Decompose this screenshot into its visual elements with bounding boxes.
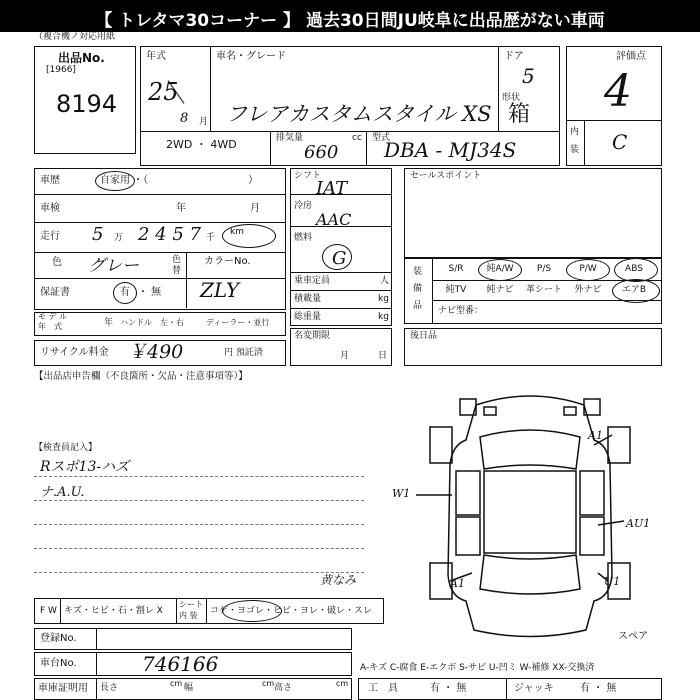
interior-label-2: 装 xyxy=(570,145,580,155)
dim-length: 長さ xyxy=(100,683,119,693)
inspector-line-2: ナ.A.U. xyxy=(40,485,85,500)
stain-note: 黄なみ xyxy=(320,573,357,587)
warranty-no: ・ 無 xyxy=(138,287,162,298)
shape-label: 形状 xyxy=(502,93,521,103)
equip-leather: 革シート xyxy=(525,285,562,295)
dealer-label: ディーラー・並行 xyxy=(206,318,270,327)
later-items-label: 後日品 xyxy=(410,331,438,341)
fuel-value: G xyxy=(332,248,347,269)
equipment-label-3: 品 xyxy=(413,301,423,311)
dim-height: 高さ xyxy=(274,683,293,693)
header-subtitle: （複合機ノ対応用紙 xyxy=(34,32,116,42)
cooling-value: AAC xyxy=(316,210,352,229)
lot-number: 8194 xyxy=(56,90,118,118)
km-circle xyxy=(222,224,276,248)
fuel-label: 燃料 xyxy=(294,233,313,243)
equip-pure-aw: 純A/W xyxy=(486,264,514,274)
equipment-label-2: 備 xyxy=(413,284,423,294)
fuel-circle xyxy=(322,244,352,270)
header-title: 【 トレタマ30コーナー 】 過去30日間JU岐阜に出品歴がない車両 xyxy=(95,11,605,31)
car-name-value: フレアカスタムスタイル XS xyxy=(226,102,492,126)
gross-label: 総重量 xyxy=(294,312,322,322)
car-history-label: 車歴 xyxy=(40,175,60,186)
reg-box xyxy=(34,628,352,650)
equip-sr: S/R xyxy=(448,264,464,274)
jack-label: ジャッキ xyxy=(514,683,554,694)
dim-width-cm: cm xyxy=(262,679,275,688)
mileage-man-unit: 万 xyxy=(114,233,124,243)
interior-label-1: 内 xyxy=(570,127,580,137)
spare-label: スペア xyxy=(618,631,648,642)
month-value: 8 xyxy=(180,111,189,126)
recycle-unit: 円 預託済 xyxy=(224,348,263,358)
capacity-label: 乗車定員 xyxy=(294,276,331,286)
inspector-line-1: Rスポ13-ハズ xyxy=(40,459,130,475)
seat-text: コゲ・ヨゴレ・ヒビ・ヨレ・破レ・スレ xyxy=(210,606,373,616)
private-use-circle xyxy=(95,171,135,191)
grade-score: 4 xyxy=(604,66,632,117)
sales-point-box xyxy=(404,168,662,258)
mileage-km-unit: km xyxy=(230,227,244,237)
name-label: 車名・グレード xyxy=(216,51,286,62)
car-diagram xyxy=(380,385,700,643)
interior-value: C xyxy=(612,130,628,154)
warranty-label: 保証書 xyxy=(40,287,70,298)
tools-label: 工 具 xyxy=(368,683,398,694)
door-value: 5 xyxy=(522,64,535,88)
fw-text: キズ・ヒビ・石・割レ X xyxy=(64,606,163,616)
damage-au1-label: AU1 xyxy=(626,517,651,530)
lot-year-code: [1966] xyxy=(46,65,76,75)
drive-label: 2WD ・ 4WD xyxy=(166,138,237,151)
name-change-month: 月 xyxy=(340,351,350,361)
airbag-circle xyxy=(612,279,660,303)
mileage-rest: 2 4 5 7 xyxy=(138,224,201,245)
shape-value: 箱 xyxy=(508,102,531,127)
recycle-value: ￥490 xyxy=(128,341,184,363)
dim-width: 幅 xyxy=(184,683,194,693)
mileage-label: 走行 xyxy=(40,231,60,242)
seat-stain-circle xyxy=(222,600,282,622)
seat-label-2: 内 装 xyxy=(179,611,198,620)
cc-unit: cc xyxy=(352,133,362,143)
model-label: 型式 xyxy=(372,133,391,143)
capacity-unit: 人 xyxy=(380,276,390,286)
equip-pw: P/W xyxy=(579,264,597,274)
seller-notes-label: 【出品店申告欄（不良箇所・欠品・注意事項等）】 xyxy=(34,371,248,382)
year-value: 25 xyxy=(148,78,179,106)
name-change-label: 名変期限 xyxy=(294,331,331,341)
warranty-circle xyxy=(113,282,137,304)
mileage-thousand-unit: 千 xyxy=(206,233,216,243)
grade-label: 評価点 xyxy=(616,51,646,62)
color-change-2: 替 xyxy=(172,266,182,276)
color-no-value: ZLY xyxy=(200,278,240,302)
handle-label: ハンドル 左・右 xyxy=(120,318,184,327)
color-label: 色 xyxy=(52,257,62,268)
model-year-year: 年 xyxy=(104,318,114,328)
seat-label-1: シート xyxy=(179,600,203,609)
inspection-year: 年 xyxy=(176,203,186,214)
damage-a1-rear-label: A1 xyxy=(450,577,465,590)
load-label: 積載量 xyxy=(294,294,322,304)
sales-point-label: セールスポイント xyxy=(410,171,482,181)
pw-circle xyxy=(566,259,610,281)
model-year-label-2: 年 式 xyxy=(38,322,62,331)
shift-value: IAT xyxy=(316,178,348,199)
garage-cert-label: 車庫証明用 xyxy=(38,683,88,694)
color-no-label: カラーNo. xyxy=(204,256,251,267)
cooling-label: 冷房 xyxy=(294,201,313,211)
door-label: ドア xyxy=(504,51,524,62)
chassis-no-value: 746166 xyxy=(142,652,219,676)
damage-w1-label: W1 xyxy=(392,487,411,500)
damage-u1-label: U1 xyxy=(604,575,621,588)
inspection-month: 月 xyxy=(250,203,260,214)
mileage-man: 5 xyxy=(92,224,104,245)
warranty-yes: 有 xyxy=(120,287,130,298)
inspection-label: 車検 xyxy=(40,203,60,214)
load-unit: kg xyxy=(378,294,389,304)
model-value: DBA - MJ34S xyxy=(384,138,517,162)
later-items-box xyxy=(404,328,662,366)
equip-airbag: エアB xyxy=(621,285,647,295)
dim-height-cm: cm xyxy=(336,679,349,688)
displacement-label: 排気量 xyxy=(276,133,304,143)
navi-model-label: ナビ型番： xyxy=(438,306,484,316)
lot-label: 出品No. xyxy=(58,51,105,65)
dim-length-cm: cm xyxy=(170,679,183,688)
equipment-label-1: 装 xyxy=(413,267,423,277)
pure-aw-circle xyxy=(478,259,522,281)
equip-pure-navi: 純ナビ xyxy=(486,285,514,295)
jack-value: 有 ・ 無 xyxy=(580,683,617,694)
tools-box xyxy=(358,678,662,700)
damage-legend: A-キズ C-腐食 E-エクボ S-サビ U-凹ミ W-補修 XX-交換済 xyxy=(360,663,595,673)
equip-ps: P/S xyxy=(536,264,552,274)
gross-unit: kg xyxy=(378,312,389,322)
year-label: 年式 xyxy=(146,51,166,62)
damage-a1-front-label: A1 xyxy=(588,429,603,442)
car-history-options: 自家用 ・（ ） xyxy=(100,175,259,186)
equip-abs: ABS xyxy=(625,264,643,274)
equip-pure-tv: 純TV xyxy=(445,285,467,295)
fw-label: F W xyxy=(40,606,57,616)
color-change-1: 色 xyxy=(172,255,182,265)
recycle-label: リサイクル料金 xyxy=(40,347,109,358)
month-suffix: 月 xyxy=(199,117,209,127)
model-year-label-1: モ デ ル xyxy=(38,312,68,321)
tools-value: 有 ・ 無 xyxy=(430,683,467,694)
inspector-label: 【検査員記入】 xyxy=(34,443,98,453)
displacement-value: 660 xyxy=(304,142,339,163)
color-value: グレー xyxy=(88,256,139,276)
reg-no-label: 登録No. xyxy=(40,633,77,644)
shift-label: シフト xyxy=(294,171,322,181)
equip-ext-navi: 外ナビ xyxy=(574,285,602,295)
chassis-no-label: 車台No. xyxy=(40,658,77,669)
name-change-day: 日 xyxy=(378,351,388,361)
